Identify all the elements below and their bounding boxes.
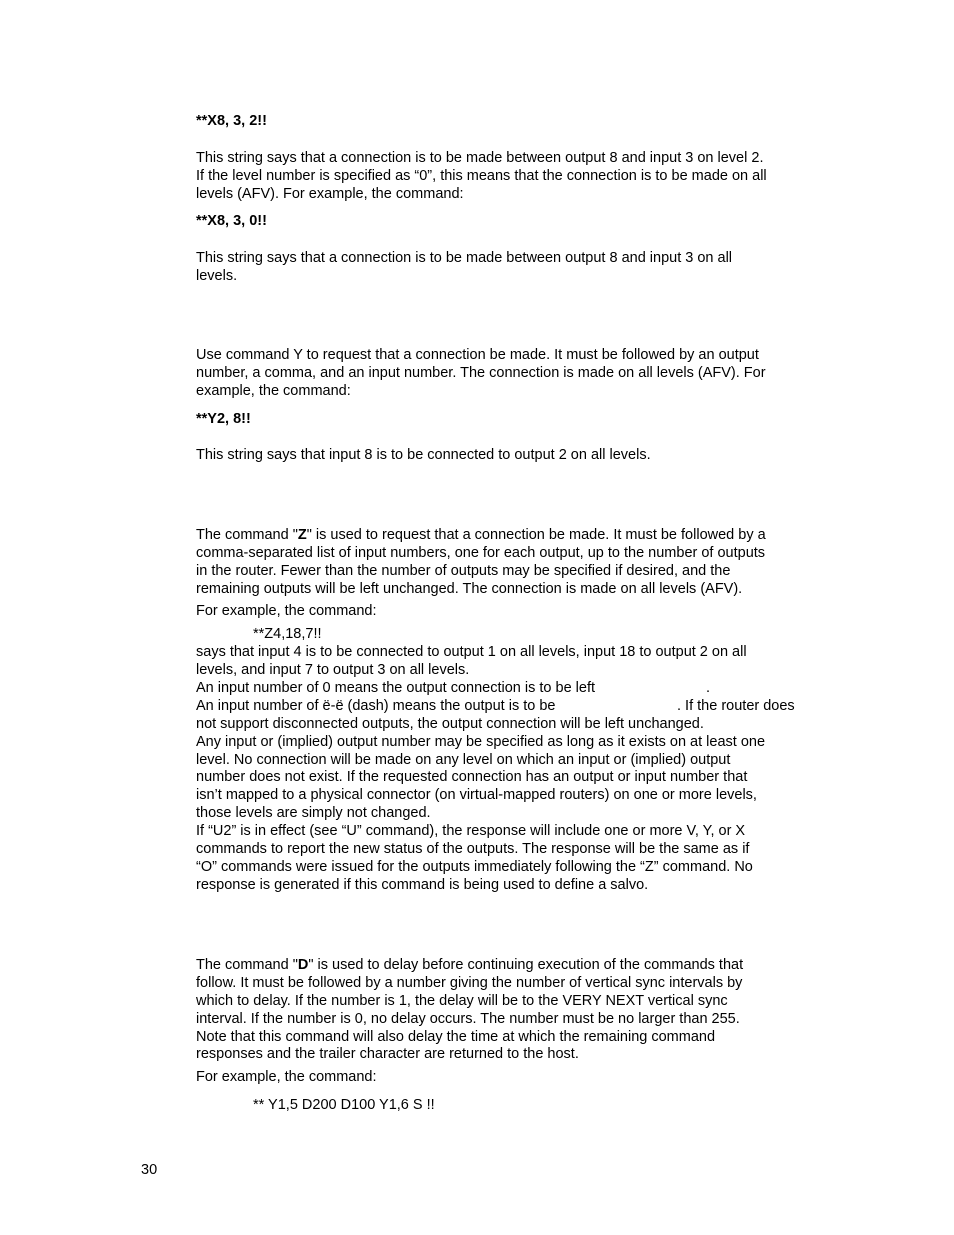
text-run: " is used to delay before continuing execution of the commands that bbox=[308, 957, 744, 973]
paragraph-line: response is generated if this command is being used to define a salvo. bbox=[196, 877, 649, 893]
command-letter-d: D bbox=[297, 957, 309, 973]
text-run: The command " bbox=[196, 527, 298, 543]
paragraph-line: commands to report the new status of the outputs. The response will be the same as if bbox=[196, 841, 750, 857]
paragraph-line: Any input or (implied) output number may be specified as long as it exists on at least one bbox=[196, 734, 766, 750]
text-run: " is used to request that a connection be made. It must be followed by a bbox=[306, 527, 766, 543]
paragraph-line: comma-separated list of input numbers, one for each output, up to the number of outputs bbox=[196, 545, 766, 561]
paragraph-line: This string says that a connection is to be made between output 8 and input 3 on level 2. bbox=[196, 150, 764, 166]
paragraph-line: If the level number is specified as “0”, this means that the connection is to be made on all bbox=[196, 168, 767, 184]
paragraph-line: For example, the command: bbox=[196, 1069, 377, 1085]
paragraph-line: An input number of 0 means the output connection is to be left bbox=[196, 680, 596, 696]
text-run: The command " bbox=[196, 957, 298, 973]
paragraph-fragment: . If the router does bbox=[677, 698, 795, 714]
paragraph-line: not support disconnected outputs, the output connection will be left unchanged. bbox=[196, 716, 704, 732]
command-example-d: ** Y1,5 D200 D100 Y1,6 S !! bbox=[253, 1097, 435, 1113]
paragraph-line: Note that this command will also delay the time at which the remaining command bbox=[196, 1029, 716, 1045]
paragraph-line: example, the command: bbox=[196, 383, 351, 399]
paragraph-line: levels. bbox=[196, 268, 238, 284]
paragraph-line: those levels are simply not changed. bbox=[196, 805, 431, 821]
paragraph-line: interval. If the number is 0, no delay occurs. The number must be no larger than 255. bbox=[196, 1011, 740, 1027]
command-example-x-level: **X8, 3, 2!! bbox=[196, 113, 267, 129]
paragraph-line: level. No connection will be made on any level on which an input or (implied) output bbox=[196, 752, 731, 768]
paragraph-line: “O” commands were issued for the outputs immediately following the “Z” command. No bbox=[196, 859, 753, 875]
paragraph-line: This string says that a connection is to be made between output 8 and input 3 on all bbox=[196, 250, 733, 266]
paragraph-line: responses and the trailer character are returned to the host. bbox=[196, 1046, 579, 1062]
paragraph-line: remaining outputs will be left unchanged. The connection is made on all levels (AFV). bbox=[196, 581, 743, 597]
paragraph-line: If “U2” is in effect (see “U” command), the response will include one or more V, Y, or X bbox=[196, 823, 746, 839]
paragraph-line: number, a comma, and an input number. The connection is made on all levels (AFV). For bbox=[196, 365, 766, 381]
paragraph-fragment: . bbox=[706, 680, 711, 696]
command-example-y: **Y2, 8!! bbox=[196, 411, 251, 427]
paragraph-line: An input number of ë-ë (dash) means the output is to be bbox=[196, 698, 556, 714]
paragraph-line: levels (AFV). For example, the command: bbox=[196, 186, 464, 202]
paragraph-line-d-intro bbox=[196, 956, 743, 974]
paragraph-line: follow. It must be followed by a number giving the number of vertical sync intervals by bbox=[196, 975, 743, 991]
command-letter-z: Z bbox=[297, 527, 307, 543]
paragraph-line: isn’t mapped to a physical connector (on virtual-mapped routers) on one or more levels, bbox=[196, 787, 757, 803]
page-number: 30 bbox=[141, 1162, 158, 1178]
paragraph-line-z-intro bbox=[196, 526, 766, 544]
paragraph-line: number does not exist. If the requested connection has an output or input number that bbox=[196, 769, 748, 785]
paragraph-line: which to delay. If the number is 1, the delay will be to the VERY NEXT vertical sync bbox=[196, 993, 728, 1009]
paragraph-line: Use command Y to request that a connection be made. It must be followed by an output bbox=[196, 347, 759, 363]
command-example-x-all-levels: **X8, 3, 0!! bbox=[196, 213, 267, 229]
paragraph-line: says that input 4 is to be connected to output 1 on all levels, input 18 to output 2 on all bbox=[196, 644, 747, 660]
paragraph-line: levels, and input 7 to output 3 on all levels. bbox=[196, 662, 470, 678]
paragraph-line: This string says that input 8 is to be connected to output 2 on all levels. bbox=[196, 447, 651, 463]
paragraph-line: in the router. Fewer than the number of outputs may be specified if desired, and the bbox=[196, 563, 731, 579]
paragraph-line: For example, the command: bbox=[196, 603, 377, 619]
command-example-z: **Z4,18,7!! bbox=[253, 626, 322, 642]
